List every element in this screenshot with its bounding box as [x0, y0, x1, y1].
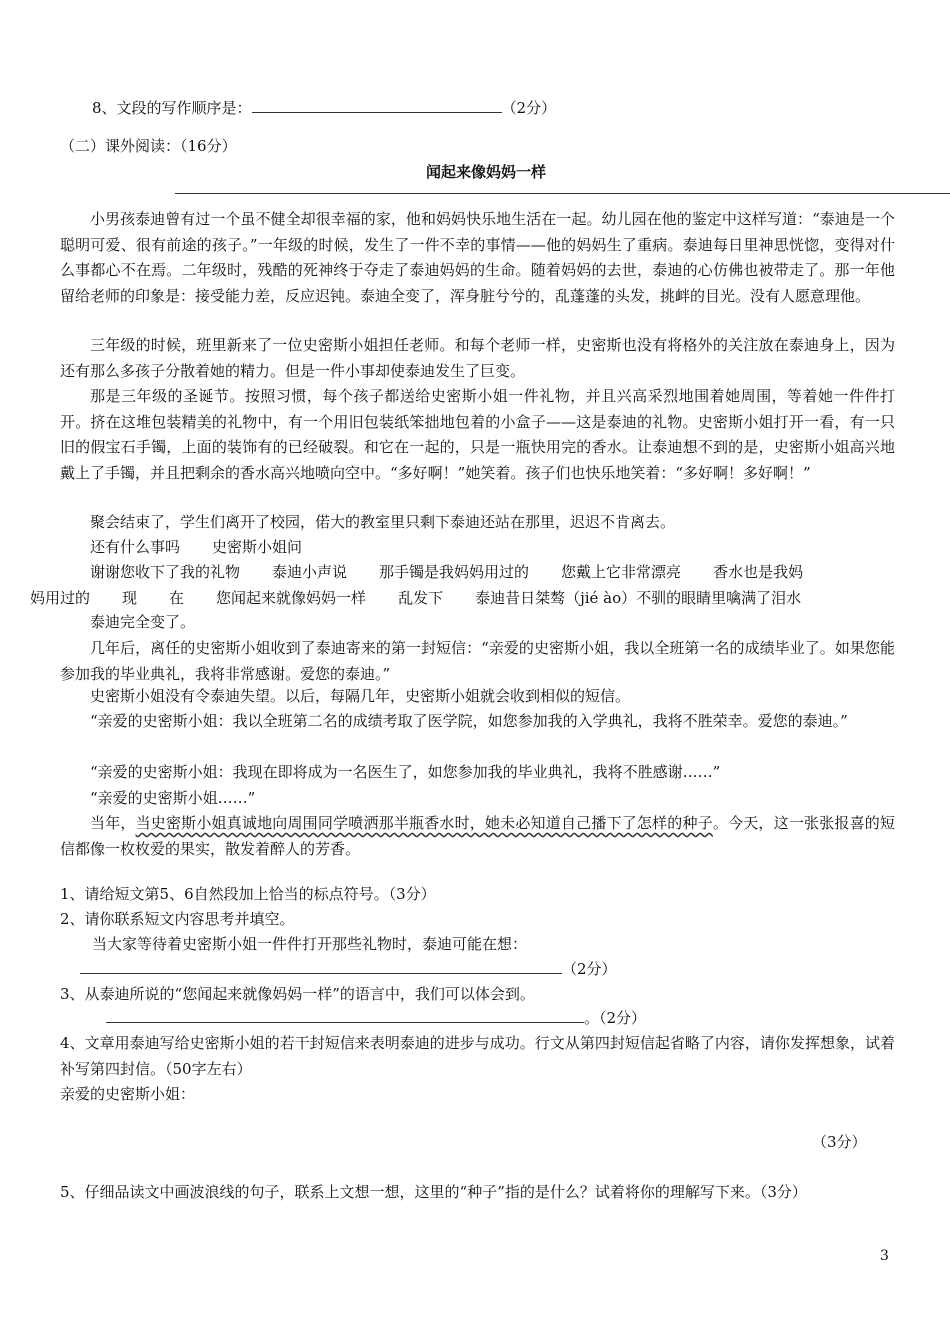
story-paragraph-10: “亲爱的史密斯小姐：我以全班第二名的成绩考取了医学院，如您参加我的入学典礼，我将不胜荣幸。爱您的泰迪。” [90, 712, 848, 730]
question-1: 1、请给短文第5、6自然段加上恰当的标点符号。（3分） [60, 885, 436, 903]
answer-blank[interactable] [80, 957, 562, 974]
wavy-underlined-sentence: 当史密斯小姐真诚地向周围同学喷洒那半瓶香水时，她未必知道自己播下了怎样的种子 [135, 814, 713, 832]
question-8 [92, 96, 556, 121]
dialogue-fragment: 在 [169, 588, 185, 607]
title-rule [175, 193, 950, 194]
story-paragraph-13 [60, 811, 895, 862]
dialogue-fragment: 泰迪小声说 [272, 563, 348, 581]
question-4-salutation: 亲爱的史密斯小姐： [60, 1085, 196, 1103]
story-paragraph-12: “亲爱的史密斯小姐……” [90, 789, 256, 807]
question-2: 2、请你联系短文内容思考并填空。 [60, 910, 295, 928]
story-title: 闻起来像妈妈一样 [426, 163, 547, 181]
dialogue-fragment: 香水也是我妈 [713, 563, 804, 581]
section-heading: （二）课外阅读：（16分） [60, 137, 237, 155]
story-paragraph-8: 几年后，离任的史密斯小姐收到了泰迪寄来的第一封短信：“亲爱的史密斯小姐，我以全班第一名的成绩毕业了。如果您能参加我的毕业典礼，我将非常感谢。爱您的泰迪。” [60, 639, 895, 683]
dialogue-fragment: 史密斯小姐问 [212, 538, 303, 556]
dialogue-fragment: 妈用过的 [30, 588, 91, 607]
question-4-score: （3分） [812, 1133, 867, 1151]
dialogue-fragment: 谢谢您收下了我的礼物 [90, 563, 241, 581]
story-paragraph-2: 三年级的时候，班里新来了一位史密斯小姐担任老师。和每个老师一样，史密斯也没有将格外的关注放在泰迪身上，因为还有那么多孩子分散着她的精力。但是一件小事却使泰迪发生了巨变。 [60, 336, 895, 380]
question-2-answer-line [80, 957, 617, 982]
question-3-score: 。（2分） [584, 1009, 647, 1027]
question-3: 3、从泰迪所说的“您闻起来就像妈妈一样”的语言中，我们可以体会到。 [60, 985, 535, 1003]
story-paragraph-6 [30, 560, 895, 611]
page-number: 3 [880, 1248, 889, 1264]
paragraph-start: 当年， [90, 814, 136, 832]
story-paragraph-7: 泰迪完全变了。 [90, 613, 196, 631]
question-2-prompt: 当大家等待着史密斯小姐一件件打开那些礼物时，泰迪可能在想： [92, 935, 528, 953]
dialogue-fragment: 您戴上它非常漂亮 [561, 563, 682, 581]
story-paragraph-1: 小男孩泰迪曾有过一个虽不健全却很幸福的家，他和妈妈快乐地生活在一起。幼儿园在他的鉴定中这样写道：“泰迪是一个聪明可爱、很有前途的孩子。”一年级的时候，发生了一件不幸的事情——他的妈妈生了重病。泰迪每日里神思恍惚，变得对什么事都心不在焉。二年级时，残酷的死神终于夺走了泰迪妈妈的生命。随着妈妈的去世，泰迪的心仿佛也被带走了。那一年他留给老师的印象是：接受能力差，反应迟钝。泰迪全变了，浑身脏兮兮的，乱蓬蓬的头发，挑衅的目光。没有人愿意理他。 [60, 210, 895, 305]
question-4: 4、文章用泰迪写给史密斯小姐的若干封短信来表明泰迪的进步与成功。行文从第四封短信起省略了内容，请你发挥想象，试着补写第四封信。（50字左右） [60, 1034, 895, 1078]
answer-blank[interactable] [252, 96, 502, 113]
dialogue-fragment: 那手镯是我妈妈用过的 [379, 563, 530, 581]
story-paragraph-9: 史密斯小姐没有令泰迪失望。以后，每隔几年，史密斯小姐就会收到相似的短信。 [90, 687, 631, 705]
story-paragraph-4: 聚会结束了，学生们离开了校园，偌大的教室里只剩下泰迪还站在那里，迟迟不肯离去。 [90, 513, 676, 531]
dialogue-fragment: 现 [122, 588, 138, 607]
paragraph-end: 。今天，这一张张报喜的短信都像一枚枚爱的果实，散发着醉人的芳香。 [60, 814, 895, 858]
question-5: 5、仔细品读文中画波浪线的句子，联系上文想一想，这里的“种子”指的是什么？试着将你的理解写下来。（3分） [60, 1183, 807, 1201]
question-8-score: （2分） [501, 99, 557, 117]
question-8-label: 8、文段的写作顺序是： [92, 99, 252, 117]
dialogue-fragment: 乱发下 [398, 588, 444, 607]
story-paragraph-3: 那是三年级的圣诞节。按照习惯，每个孩子都送给史密斯小姐一件礼物，并且兴高采烈地围着她周围，等着她一件件打开。挤在这堆包装精美的礼物中，有一个用旧包装纸笨拙地包着的小盒子——这是泰迪的礼物。史密斯小姐打开一看，有一只旧的假宝石手镯，上面的装饰有的已经破裂。和它在一起的，只是一瓶快用完的香水。让泰迪想不到的是，史密斯小姐高兴地戴上了手镯，并且把剩余的香水高兴地喷向空中。“多好啊！”她笑着。孩子们也快乐地笑着：“多好啊！多好啊！” [60, 387, 895, 482]
story-paragraph-5 [60, 535, 895, 561]
dialogue-fragment: 您闻起来就像妈妈一样 [216, 588, 367, 607]
question-2-score: （2分） [562, 960, 617, 978]
story-paragraph-11: “亲爱的史密斯小姐：我现在即将成为一名医生了，如您参加我的毕业典礼，我将不胜感谢……” [90, 763, 721, 781]
dialogue-fragment: 泰迪昔日桀骜（jié ào）不驯的眼睛里噙满了泪水 [475, 588, 802, 607]
question-3-answer-line [106, 1006, 646, 1031]
dialogue-fragment: 还有什么事吗 [90, 538, 181, 556]
answer-blank[interactable] [106, 1006, 584, 1023]
